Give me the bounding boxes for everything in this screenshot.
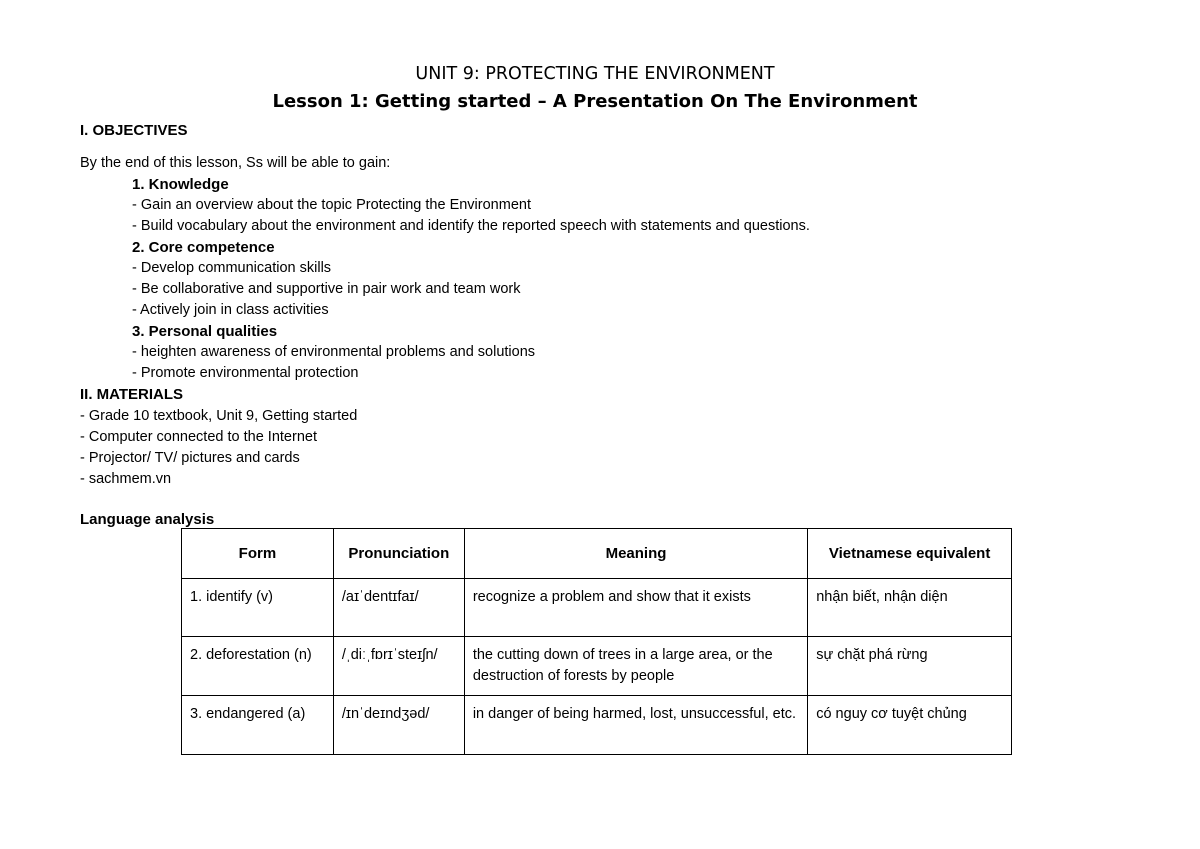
form-cell: 3. endangered (a) — [182, 696, 334, 755]
form-cell: 1. identify (v) — [182, 579, 334, 637]
column-header-form: Form — [182, 529, 334, 579]
language-analysis-table — [181, 528, 1012, 755]
table-row — [182, 637, 1012, 696]
materials-item: - Computer connected to the Internet — [80, 429, 317, 445]
table-row — [182, 579, 1012, 637]
column-header-vietnamese: Vietnamese equivalent — [808, 529, 1012, 579]
lesson-content — [80, 120, 1080, 530]
knowledge-item: - Build vocabulary about the environment and identify the reported speech with statements and questions. — [132, 218, 810, 234]
vietnamese-cell: sự chặt phá rừng — [808, 637, 1012, 696]
pronunciation-cell: /ɪnˈdeɪndʒəd/ — [333, 696, 464, 755]
core-competence-item: - Develop communication skills — [132, 260, 332, 276]
objectives-intro: By the end of this lesson, Ss will be able to gain: — [80, 155, 391, 171]
pronunciation-cell: /ˌdiːˌfɒrɪˈsteɪʃn/ — [333, 637, 464, 696]
lesson-title: Lesson 1: Getting started – A Presentation On The Environment — [272, 91, 918, 112]
materials-item: - sachmem.vn — [80, 471, 172, 487]
core-competence-item: - Be collaborative and supportive in pair work and team work — [132, 281, 521, 297]
personal-qualities-item: - heighten awareness of environmental problems and solutions — [132, 344, 536, 360]
form-cell: 2. deforestation (n) — [182, 637, 334, 696]
language-analysis-heading: Language analysis — [80, 511, 215, 528]
materials-item: - Projector/ TV/ pictures and cards — [80, 450, 300, 466]
unit-title: UNIT 9: PROTECTING THE ENVIRONMENT — [415, 64, 775, 84]
core-competence-heading: 2. Core competence — [132, 239, 275, 256]
personal-qualities-item: - Promote environmental protection — [132, 365, 359, 381]
vietnamese-cell: nhận biết, nhận diện — [808, 579, 1012, 637]
table-header-row — [182, 529, 1012, 579]
pronunciation-cell: /aɪˈdentɪfaɪ/ — [333, 579, 464, 637]
vietnamese-cell: có nguy cơ tuyệt chủng — [808, 696, 1012, 755]
meaning-cell: the cutting down of trees in a large area, or the destruction of forests by people — [464, 637, 807, 696]
materials-item: - Grade 10 textbook, Unit 9, Getting started — [80, 408, 358, 424]
table-row — [182, 696, 1012, 755]
knowledge-item: - Gain an overview about the topic Protecting the Environment — [132, 197, 531, 213]
materials-heading: II. MATERIALS — [80, 386, 184, 403]
column-header-pronunciation: Pronunciation — [333, 529, 464, 579]
personal-qualities-heading: 3. Personal qualities — [132, 323, 278, 340]
objectives-heading: I. OBJECTIVES — [80, 122, 188, 139]
meaning-cell: recognize a problem and show that it exists — [464, 579, 807, 637]
column-header-meaning: Meaning — [464, 529, 807, 579]
meaning-cell: in danger of being harmed, lost, unsuccessful, etc. — [464, 696, 807, 755]
knowledge-heading: 1. Knowledge — [132, 176, 229, 193]
core-competence-item: - Actively join in class activities — [132, 302, 329, 318]
